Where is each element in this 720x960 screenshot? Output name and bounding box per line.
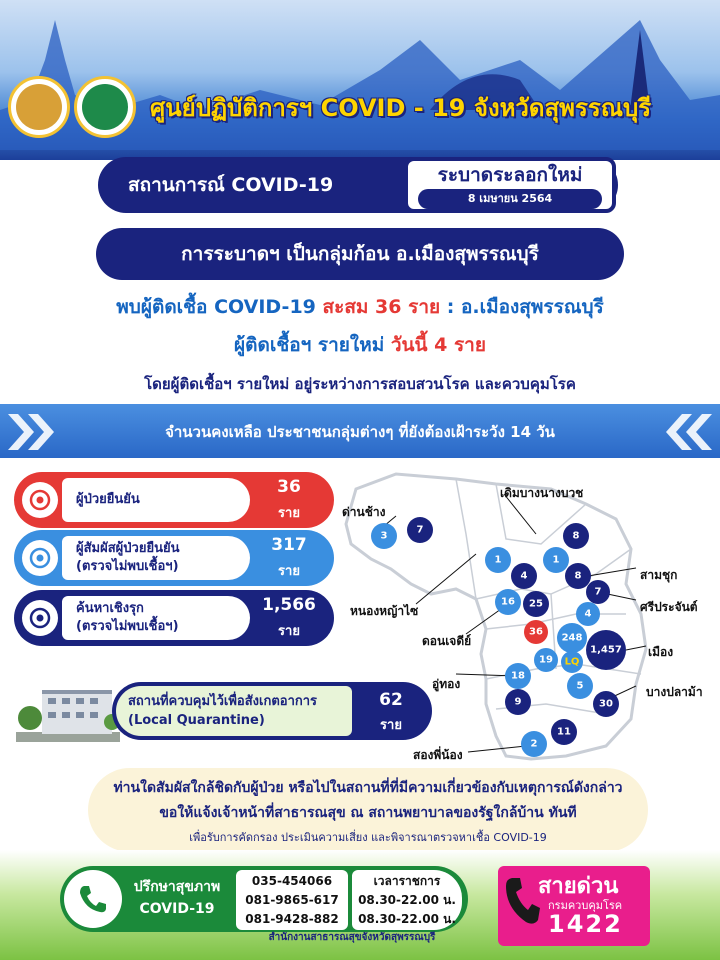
consult-label — [122, 876, 232, 920]
page-title: ศูนย์ปฏิบัติการฯ COVID - 19 จังหวัดสุพรรณบุรี — [150, 94, 652, 122]
situation-date: 8 เมษายน 2564 — [418, 189, 602, 209]
district-u-thong: อู่ทอง — [432, 677, 461, 691]
new-cases-count: วันนี้ 4 ราย — [390, 334, 486, 356]
district-mueang: เมือง — [648, 645, 674, 659]
stat-active-search-label-2: (ตรวจไม่พบเชื้อฯ) — [76, 619, 179, 634]
map-marker — [523, 591, 549, 617]
district-bang-pla-ma: บางปลาม้า — [646, 685, 703, 699]
map-marker-label: 18 — [511, 670, 525, 682]
situation-label: สถานการณ์ COVID-19 — [128, 174, 334, 196]
map-marker — [561, 651, 583, 673]
local-quarantine-value: 62 — [379, 690, 403, 710]
map-marker — [543, 547, 569, 573]
header-banner — [0, 0, 720, 160]
map-marker — [505, 689, 531, 715]
map-marker-label: 5 — [576, 680, 584, 692]
cumulative-district: : อ.เมืองสุพรรณบุรี — [440, 296, 604, 318]
leader-line — [588, 568, 636, 576]
map-marker — [567, 673, 593, 699]
leader-line — [416, 554, 476, 604]
province-seal-logo — [8, 76, 70, 138]
cumulative-text: พบผู้ติดเชื้อ COVID-19 — [116, 296, 323, 318]
target-icon — [22, 540, 58, 576]
phone-icon — [64, 870, 122, 928]
stat-active-search-unit: ราย — [278, 624, 300, 639]
leader-line — [626, 646, 646, 650]
surveillance-text: จำนวนคงเหลือ ประชาชนกลุ่มต่างๆ ที่ยังต้องเฝ้าระวัง 14 วัน — [165, 423, 555, 441]
ministry-public-health-logo — [74, 76, 136, 138]
map-marker — [521, 731, 547, 757]
map-marker — [524, 620, 548, 644]
stat-active-search-label — [76, 600, 179, 636]
map-marker-label: 19 — [539, 654, 553, 666]
phone-handset-icon — [502, 872, 542, 932]
map-marker — [407, 517, 433, 543]
map-marker — [557, 623, 587, 653]
cumulative-cases-line — [0, 292, 720, 322]
map-marker-label: 1 — [494, 554, 502, 566]
district-song-phi-nong: สองพี่น้อง — [413, 748, 463, 762]
phone-number[interactable]: 035-454066 — [251, 874, 333, 888]
map-marker-label: 30 — [599, 698, 613, 710]
consult-label-1: ปรึกษาสุขภาพ — [133, 879, 221, 895]
phone-numbers — [236, 870, 348, 930]
map-marker — [534, 648, 558, 672]
map-marker-label: 8 — [574, 570, 582, 582]
hotline-number[interactable]: 1422 — [548, 910, 623, 938]
map-marker-label: 11 — [557, 726, 571, 738]
advice-line-1: ท่านใดสัมผัสใกล้ชิดกับผู้ป่วย หรือไปในสถานที่ที่มีความเกี่ยวข้องกับเหตุการณ์ดังกล่าว — [113, 780, 623, 796]
map-marker — [586, 580, 610, 604]
district-sam-chuk: สามชุก — [640, 568, 678, 582]
map-marker-label: 7 — [416, 524, 424, 536]
map-marker — [593, 691, 619, 717]
district-don-chedi: ดอนเจดีย์ — [422, 634, 472, 648]
map-marker-label: 9 — [514, 696, 522, 708]
stat-confirmed-value: 36 — [277, 477, 301, 497]
stat-active-search-value: 1,566 — [262, 595, 316, 615]
quarantine-building-image — [16, 682, 120, 742]
local-quarantine-label-2: (Local Quarantine) — [128, 713, 265, 728]
map-marker-label: 4 — [520, 570, 528, 582]
leader-line — [468, 746, 526, 752]
phone-number[interactable]: 081-9428-882 — [245, 912, 339, 926]
map-marker-label: 2 — [530, 738, 538, 750]
investigation-note: โดยผู้ติดเชื้อฯ รายใหม่ อยู่ระหว่างการสอบสวนโรค และควบคุมโรค — [144, 375, 576, 393]
map-marker-label: 36 — [529, 626, 543, 638]
map-marker-label: 16 — [501, 596, 515, 608]
office-name: สำนักงานสาธารณสุขจังหวัดสุพรรณบุรี — [268, 932, 436, 943]
district-nong-ya-sai: หนองหญ้าไซ — [350, 604, 419, 618]
stat-contacts-unit: ราย — [278, 564, 300, 579]
map-marker-label: 7 — [594, 586, 602, 598]
office-hours-value: 08.30-22.00 น. — [358, 912, 456, 926]
stat-contacts-label-2: (ตรวจไม่พบเชื้อฯ) — [76, 559, 179, 574]
district-doem-bang: เดิมบางนางบวช — [500, 486, 584, 500]
stat-contacts-label — [76, 540, 179, 576]
stat-contacts-label-1: ผู้สัมผัสผู้ป่วยยืนยัน — [76, 541, 180, 556]
stat-confirmed-label: ผู้ป่วยยืนยัน — [76, 492, 140, 507]
local-quarantine-label — [128, 692, 317, 730]
office-hours — [352, 870, 462, 930]
outbreak-tag: ระบาดระลอกใหม่ — [437, 164, 583, 186]
office-hours-title: เวลาราชการ — [373, 874, 441, 888]
local-quarantine-label-1: สถานที่ควบคุมไว้เพื่อสังเกตอาการ — [128, 694, 318, 709]
map-marker-label: 4 — [584, 608, 592, 620]
map-marker — [371, 523, 397, 549]
map-marker — [511, 563, 537, 589]
map-marker — [495, 589, 521, 615]
map-marker — [485, 547, 511, 573]
map-marker-label: 3 — [380, 530, 388, 542]
hotline-department: กรมควบคุมโรค — [548, 899, 623, 912]
district-si-prachan: ศรีประจันต์ — [640, 600, 698, 614]
cluster-banner: การระบาดฯ เป็นกลุ่มก้อน อ.เมืองสุพรรณบุรี — [96, 228, 624, 280]
district-dan-chang: ด่านช้าง — [342, 505, 386, 519]
cumulative-count: สะสม 36 ราย — [322, 296, 441, 318]
stat-confirmed-unit: ราย — [278, 506, 300, 521]
hotline-title: สายด่วน — [538, 874, 619, 899]
advice-line-3: เพื่อรับการคัดกรอง ประเมินความเสี่ยง และพิจารณาตรวจหาเชื้อ COVID-19 — [189, 831, 547, 844]
target-icon — [22, 482, 58, 518]
map-marker-label: 1 — [552, 554, 560, 566]
map-marker — [551, 719, 577, 745]
map-marker — [565, 563, 591, 589]
map-marker — [576, 602, 600, 626]
map-marker-label: 248 — [561, 632, 583, 644]
map-marker — [563, 523, 589, 549]
target-icon — [22, 600, 58, 636]
local-quarantine-unit: ราย — [380, 718, 402, 733]
stat-active-search-label-1: ค้นหาเชิงรุก — [76, 601, 144, 616]
phone-number[interactable]: 081-9865-617 — [245, 893, 339, 907]
consult-label-2: COVID-19 — [139, 901, 215, 917]
new-cases-line — [0, 330, 720, 360]
map-marker-label: 1,457 — [590, 644, 622, 656]
map-marker-label: 25 — [529, 598, 543, 610]
map-marker — [586, 630, 626, 670]
map-marker — [505, 663, 531, 689]
office-hours-value: 08.30-22.00 น. — [358, 893, 456, 907]
map-marker-label: 8 — [572, 530, 580, 542]
advice-line-2: ขอให้แจ้งเจ้าหน้าที่สาธารณสุข ณ สถานพยาบาลของรัฐใกล้บ้าน ทันที — [159, 805, 577, 821]
map-marker-label: LQ — [564, 656, 580, 668]
new-cases-text: ผู้ติดเชื้อฯ รายใหม่ — [234, 334, 391, 356]
stat-contacts-value: 317 — [271, 535, 307, 555]
